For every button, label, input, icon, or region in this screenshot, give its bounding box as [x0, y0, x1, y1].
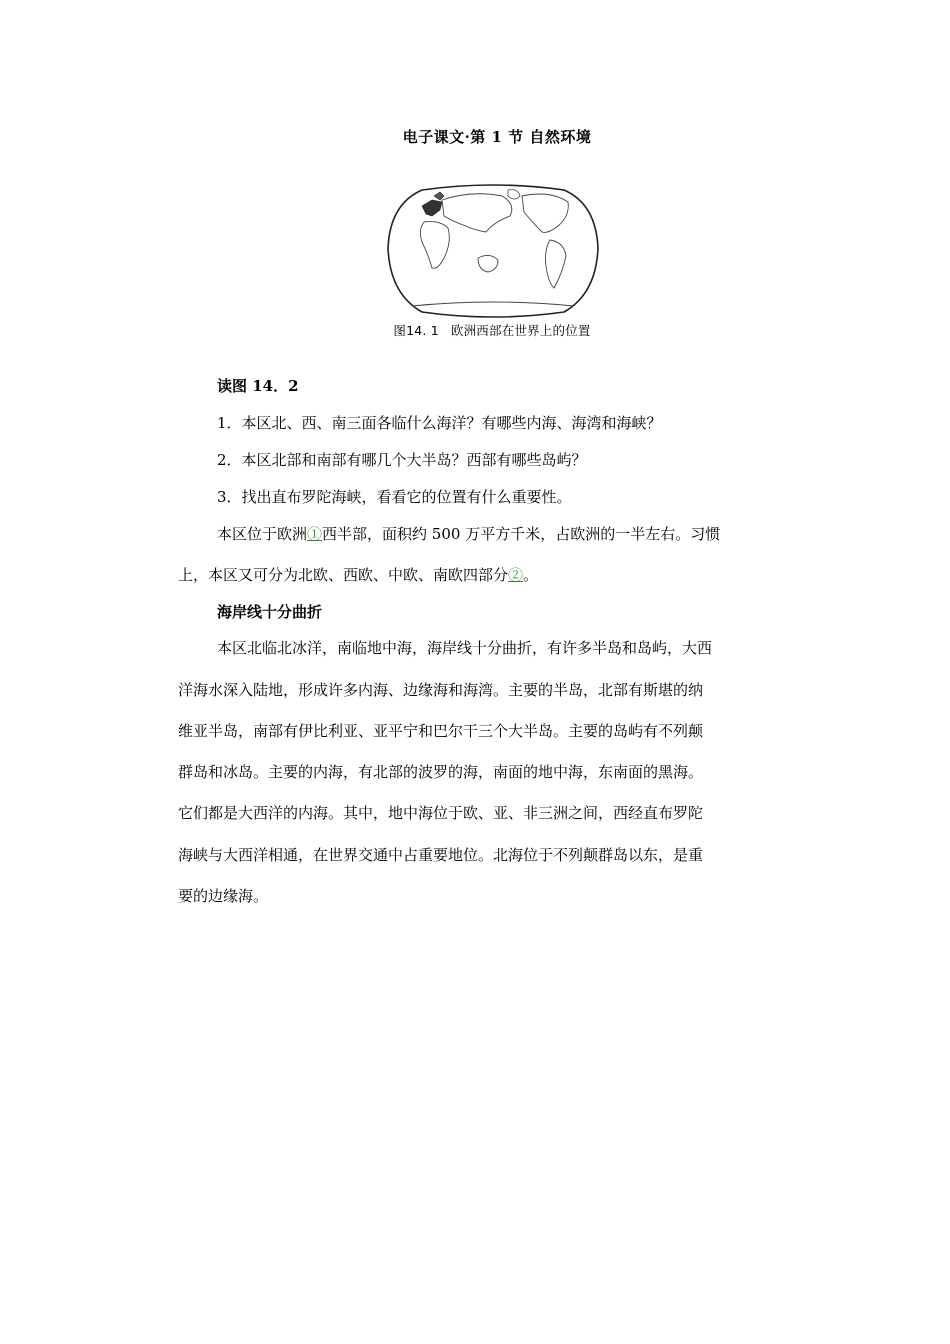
intro-paragraph-line: [178, 565, 538, 585]
figure-caption: [0, 321, 950, 339]
intro-text: 本区位于欧洲: [217, 525, 308, 543]
world-map-icon: [382, 182, 604, 322]
intro-text: 西半部，面积约 500 万平方千米，占欧洲的一半左右。习惯: [322, 525, 721, 543]
question-item: 3．找出直布罗陀海峡，看看它的位置有什么重要性。: [217, 488, 572, 506]
section-paragraph-line: 海峡与大西洋相通，在世界交通中占重要地位。北海位于不列颠群岛以东，是重: [178, 846, 704, 864]
footnote-link-2[interactable]: ②: [508, 566, 524, 584]
section-heading: 海岸线十分曲折: [217, 603, 323, 621]
section-paragraph-line: 洋海水深入陆地，形成许多内海、边缘海和海湾。主要的半岛，北部有斯堪的纳: [178, 681, 704, 699]
world-map-figure: [382, 182, 604, 342]
question-item: 2．本区北部和南部有哪几个大半岛？西部有哪些岛屿？: [217, 451, 587, 469]
section-paragraph-line: 维亚半岛，南部有伊比利亚、亚平宁和巴尔干三个大半岛。主要的岛屿有不列颠: [178, 722, 704, 740]
intro-text: 。: [523, 566, 539, 584]
figure-caption-number: 图14. 1: [393, 323, 439, 338]
footnote-link-1[interactable]: ①: [307, 525, 323, 543]
figure-caption-text: 欧洲西部在世界上的位置: [450, 323, 591, 338]
intro-paragraph-line: [217, 524, 720, 544]
question-item: 1．本区北、西、南三面各临什么海洋？有哪些内海、海湾和海峡？: [217, 414, 662, 432]
reading-task-heading: 读图 14．2: [217, 377, 299, 395]
section-paragraph-line: 要的边缘海。: [178, 887, 269, 905]
section-paragraph-line: 本区北临北冰洋，南临地中海，海岸线十分曲折，有许多半岛和岛屿，大西: [217, 639, 713, 657]
page-title: 电子课文·第 1 节 自然环境: [402, 128, 592, 146]
section-paragraph-line: 它们都是大西洋的内海。其中，地中海位于欧、亚、非三洲之间，西经直布罗陀: [178, 804, 704, 822]
section-paragraph-line: 群岛和冰岛。主要的内海，有北部的波罗的海，南面的地中海，东南面的黑海。: [178, 763, 704, 781]
intro-text: 上，本区又可分为北欧、西欧、中欧、南欧四部分: [178, 566, 509, 584]
